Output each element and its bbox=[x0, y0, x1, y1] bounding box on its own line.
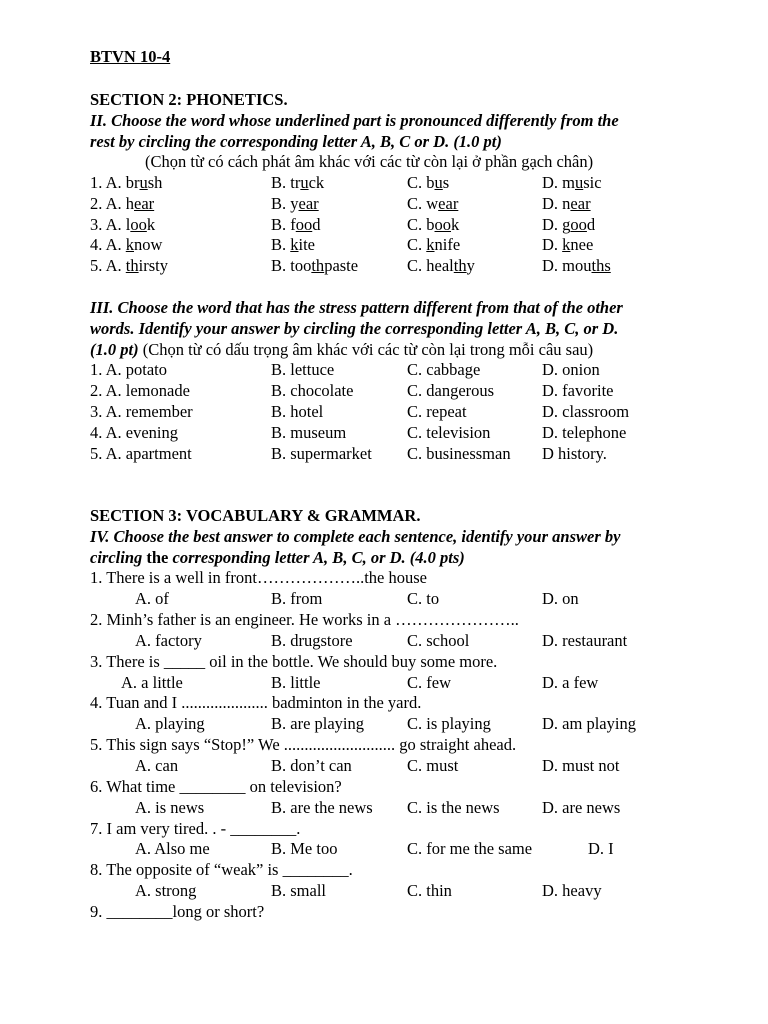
option-c[interactable]: C. for me the same bbox=[407, 839, 533, 858]
option-a[interactable]: A. factory bbox=[135, 631, 202, 650]
question-2-text: 2. Minh’s father is an engineer. He works in a ………………….. bbox=[90, 610, 519, 629]
section-2-heading: SECTION 2: PHONETICS. bbox=[90, 90, 288, 109]
option-d[interactable]: D. are news bbox=[542, 798, 621, 817]
option-b[interactable]: B. from bbox=[271, 589, 323, 608]
worksheet-title: BTVN 10-4 bbox=[90, 47, 171, 66]
option-c[interactable]: C. dangerous bbox=[407, 381, 495, 400]
option-b[interactable]: B. are playing bbox=[271, 714, 365, 733]
option-a[interactable]: 2. A. lemonade bbox=[90, 381, 190, 400]
option-b[interactable]: B. food bbox=[271, 215, 321, 234]
option-a[interactable]: A. of bbox=[135, 589, 169, 608]
option-a[interactable]: 4. A. evening bbox=[90, 423, 178, 442]
option-a[interactable]: 5. A. thirsty bbox=[90, 256, 168, 275]
option-b[interactable]: B. lettuce bbox=[271, 360, 335, 379]
option-a[interactable]: A. Also me bbox=[135, 839, 210, 858]
option-d[interactable]: D history. bbox=[542, 444, 607, 463]
option-b[interactable]: B. truck bbox=[271, 173, 325, 192]
option-d[interactable]: D. on bbox=[542, 589, 579, 608]
option-a[interactable]: 4. A. know bbox=[90, 235, 163, 254]
option-a[interactable]: 1. A. potato bbox=[90, 360, 167, 379]
option-d[interactable]: D. I bbox=[588, 839, 614, 858]
option-c[interactable]: C. cabbage bbox=[407, 360, 481, 379]
option-b[interactable]: B. drugstore bbox=[271, 631, 353, 650]
option-b[interactable]: B. museum bbox=[271, 423, 347, 442]
option-b[interactable]: B. little bbox=[271, 673, 321, 692]
option-a[interactable]: A. is news bbox=[135, 798, 205, 817]
option-d[interactable]: D. onion bbox=[542, 360, 600, 379]
option-c[interactable]: C. school bbox=[407, 631, 470, 650]
question-1-text: 1. There is a well in front………………..the house bbox=[90, 568, 427, 587]
option-c[interactable]: C. is the news bbox=[407, 798, 500, 817]
option-d[interactable]: D. music bbox=[542, 173, 602, 192]
option-d[interactable]: D. classroom bbox=[542, 402, 630, 421]
option-b[interactable]: B. chocolate bbox=[271, 381, 354, 400]
question-5-text: 5. This sign says “Stop!” We ........................... go straight ahead. bbox=[90, 735, 517, 754]
option-c[interactable]: C. book bbox=[407, 215, 460, 234]
option-c[interactable]: C. repeat bbox=[407, 402, 467, 421]
option-d[interactable]: D. knee bbox=[542, 235, 594, 254]
option-b[interactable]: B. toothpaste bbox=[271, 256, 359, 275]
option-d[interactable]: D. am playing bbox=[542, 714, 636, 733]
part-3-instruction-line-1: III. Choose the word that has the stress pattern different from that of the other bbox=[90, 298, 623, 317]
option-d[interactable]: D. heavy bbox=[542, 881, 602, 900]
question-8-text: 8. The opposite of “weak” is ________. bbox=[90, 860, 353, 879]
part-3-instruction-line-3: (1.0 pt) (Chọn từ có dấu trọng âm khác với các từ còn lại trong mỗi câu sau) bbox=[90, 340, 594, 359]
option-b[interactable]: B. don’t can bbox=[271, 756, 352, 775]
option-d[interactable]: D. a few bbox=[542, 673, 599, 692]
option-d[interactable]: D. good bbox=[542, 215, 596, 234]
option-c[interactable]: C. few bbox=[407, 673, 451, 692]
part-2-vietnamese-note: (Chọn từ có cách phát âm khác với các từ còn lại ở phần gạch chân) bbox=[145, 152, 594, 171]
section-3-heading: SECTION 3: VOCABULARY & GRAMMAR. bbox=[90, 506, 421, 525]
option-c[interactable]: C. knife bbox=[407, 235, 461, 254]
option-b[interactable]: B. Me too bbox=[271, 839, 338, 858]
part-4-instruction-line-1: IV. Choose the best answer to complete each sentence, identify your answer by bbox=[90, 527, 621, 546]
option-d[interactable]: D. mouths bbox=[542, 256, 611, 275]
option-c[interactable]: C. is playing bbox=[407, 714, 491, 733]
option-d[interactable]: D. telephone bbox=[542, 423, 627, 442]
part-2-instruction-line-2: rest by circling the corresponding letter A, B, C or D. (1.0 pt) bbox=[90, 132, 502, 151]
option-a[interactable]: A. a little bbox=[121, 673, 183, 692]
option-b[interactable]: B. year bbox=[271, 194, 319, 213]
option-d[interactable]: D. favorite bbox=[542, 381, 614, 400]
question-7-text: 7. I am very tired. . - ________. bbox=[90, 819, 301, 838]
option-c[interactable]: C. healthy bbox=[407, 256, 475, 275]
part-2-instruction-line-1: II. Choose the word whose underlined part is pronounced differently from the bbox=[90, 111, 619, 130]
option-b[interactable]: B. are the news bbox=[271, 798, 373, 817]
question-3-text: 3. There is _____ oil in the bottle. We should buy some more. bbox=[90, 652, 498, 671]
option-d[interactable]: D. near bbox=[542, 194, 591, 213]
part-3-instruction-line-2: words. Identify your answer by circling the corresponding letter A, B, C, or D. bbox=[90, 319, 619, 338]
option-b[interactable]: B. small bbox=[271, 881, 327, 900]
option-d[interactable]: D. restaurant bbox=[542, 631, 628, 650]
option-a[interactable]: A. can bbox=[135, 756, 179, 775]
option-b[interactable]: B. supermarket bbox=[271, 444, 372, 463]
option-c[interactable]: C. must bbox=[407, 756, 459, 775]
option-a[interactable]: 1. A. brush bbox=[90, 173, 163, 192]
option-a[interactable]: 2. A. hear bbox=[90, 194, 155, 213]
question-9-text: 9. ________long or short? bbox=[90, 902, 265, 921]
option-c[interactable]: C. thin bbox=[407, 881, 452, 900]
question-6-text: 6. What time ________ on television? bbox=[90, 777, 342, 796]
option-d[interactable]: D. must not bbox=[542, 756, 620, 775]
question-4-text: 4. Tuan and I ..................... badminton in the yard. bbox=[90, 693, 422, 712]
option-c[interactable]: C. to bbox=[407, 589, 440, 608]
part-4-instruction-line-2: circling the corresponding letter A, B, C, or D. (4.0 pts) bbox=[90, 548, 465, 567]
option-a[interactable]: A. strong bbox=[135, 881, 197, 900]
option-b[interactable]: B. kite bbox=[271, 235, 316, 254]
option-c[interactable]: C. wear bbox=[407, 194, 459, 213]
option-a[interactable]: 5. A. apartment bbox=[90, 444, 192, 463]
option-b[interactable]: B. hotel bbox=[271, 402, 324, 421]
option-a[interactable]: A. playing bbox=[135, 714, 205, 733]
option-a[interactable]: 3. A. look bbox=[90, 215, 156, 234]
option-c[interactable]: C. bus bbox=[407, 173, 450, 192]
option-c[interactable]: C. television bbox=[407, 423, 491, 442]
option-a[interactable]: 3. A. remember bbox=[90, 402, 193, 421]
option-c[interactable]: C. businessman bbox=[407, 444, 511, 463]
